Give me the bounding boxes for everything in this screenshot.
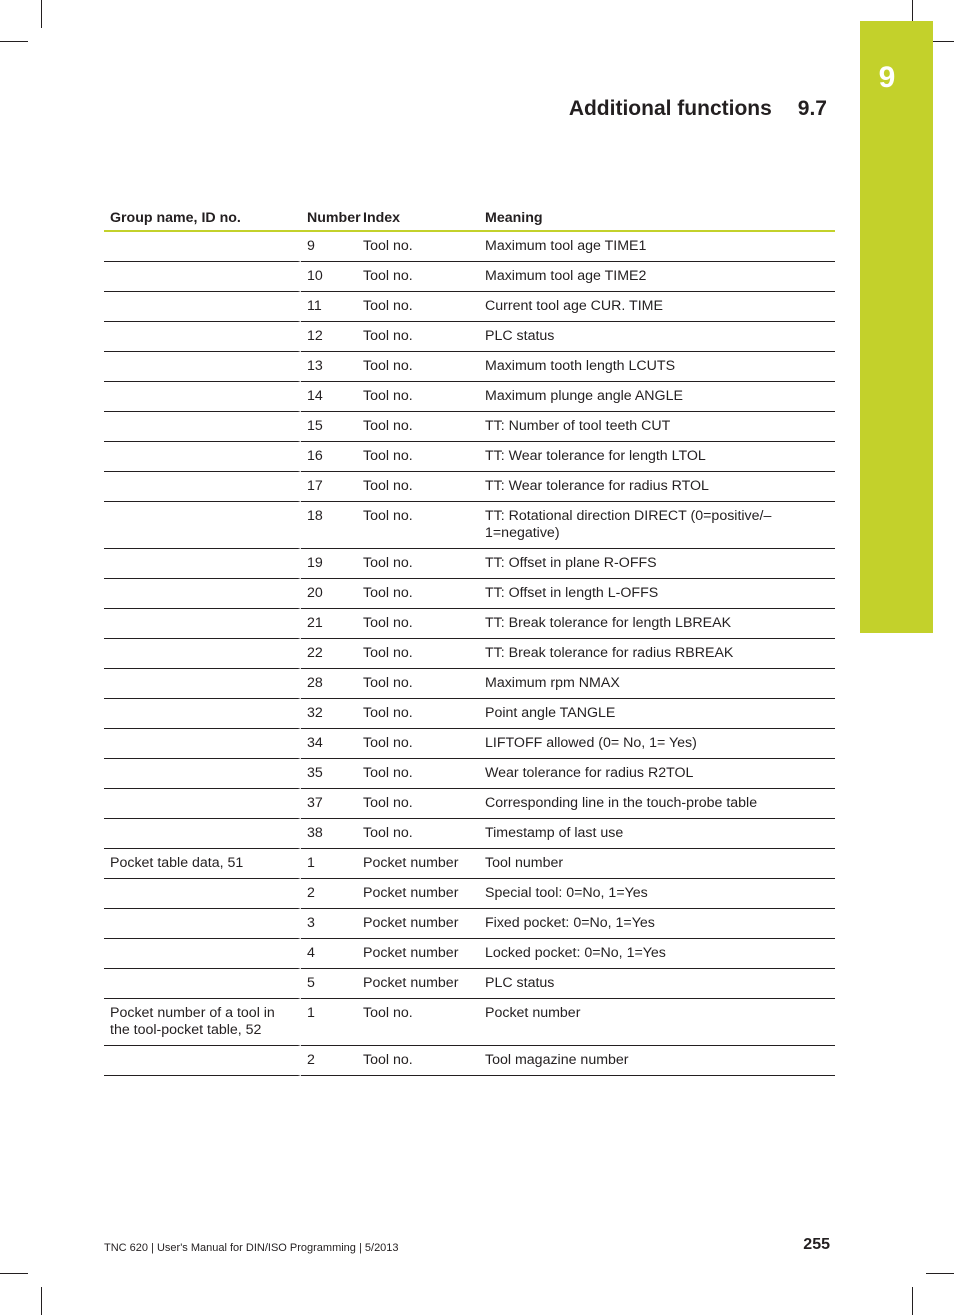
table-row (104, 849, 835, 879)
cell-index: Tool no. (357, 609, 479, 639)
table-row (104, 322, 835, 352)
table-row (104, 472, 835, 502)
cell-number: 37 (301, 789, 357, 819)
cell-number: 10 (301, 262, 357, 292)
table-row (104, 699, 835, 729)
chapter-tab (860, 21, 933, 633)
page-header (569, 97, 827, 121)
cell-meaning: Locked pocket: 0=No, 1=Yes (479, 939, 835, 969)
table-row (104, 969, 835, 999)
cell-group (104, 442, 301, 472)
cell-group: Pocket number of a tool in the tool-pocket table, 52 (104, 999, 301, 1046)
table-row (104, 579, 835, 609)
cell-group (104, 502, 301, 549)
cell-meaning: TT: Wear tolerance for radius RTOL (479, 472, 835, 502)
parameter-table (104, 208, 835, 1076)
cell-group (104, 729, 301, 759)
cell-number: 9 (301, 232, 357, 262)
cell-meaning: Maximum tool age TIME2 (479, 262, 835, 292)
cell-meaning: Tool number (479, 849, 835, 879)
cell-number: 2 (301, 1046, 357, 1076)
cell-meaning: Timestamp of last use (479, 819, 835, 849)
cell-number: 2 (301, 879, 357, 909)
cell-index: Tool no. (357, 382, 479, 412)
cell-index: Pocket number (357, 939, 479, 969)
cell-number: 1 (301, 999, 357, 1046)
table-row (104, 669, 835, 699)
cell-index: Tool no. (357, 759, 479, 789)
cell-group (104, 669, 301, 699)
cell-index: Tool no. (357, 699, 479, 729)
cell-index: Tool no. (357, 1046, 479, 1076)
crop-mark (926, 1273, 954, 1274)
table-row (104, 502, 835, 549)
column-header-index: Index (357, 208, 479, 232)
cell-number: 16 (301, 442, 357, 472)
column-header-meaning: Meaning (479, 208, 835, 232)
cell-index: Tool no. (357, 639, 479, 669)
column-header-group: Group name, ID no. (104, 208, 301, 232)
cell-index: Tool no. (357, 819, 479, 849)
table-row (104, 879, 835, 909)
cell-meaning: Maximum plunge angle ANGLE (479, 382, 835, 412)
cell-number: 32 (301, 699, 357, 729)
crop-mark (912, 1287, 913, 1315)
table-row (104, 549, 835, 579)
cell-group (104, 1046, 301, 1076)
table-row (104, 759, 835, 789)
cell-group (104, 412, 301, 442)
cell-meaning: TT: Break tolerance for length LBREAK (479, 609, 835, 639)
crop-mark (41, 0, 42, 28)
cell-group: Pocket table data, 51 (104, 849, 301, 879)
cell-meaning: LIFTOFF allowed (0= No, 1= Yes) (479, 729, 835, 759)
cell-group (104, 699, 301, 729)
cell-number: 21 (301, 609, 357, 639)
cell-index: Pocket number (357, 969, 479, 999)
footer-text: TNC 620 | User's Manual for DIN/ISO Programming | 5/2013 (104, 1242, 399, 1254)
cell-group (104, 789, 301, 819)
cell-index: Pocket number (357, 879, 479, 909)
table-row (104, 999, 835, 1046)
table-row (104, 1046, 835, 1076)
cell-group (104, 759, 301, 789)
cell-group (104, 232, 301, 262)
table-row (104, 442, 835, 472)
cell-index: Tool no. (357, 669, 479, 699)
table-row (104, 352, 835, 382)
cell-group (104, 639, 301, 669)
chapter-number: 9 (878, 61, 896, 94)
cell-index: Tool no. (357, 292, 479, 322)
cell-meaning: Wear tolerance for radius R2TOL (479, 759, 835, 789)
cell-meaning: Current tool age CUR. TIME (479, 292, 835, 322)
cell-meaning: Pocket number (479, 999, 835, 1046)
cell-number: 34 (301, 729, 357, 759)
table-row (104, 939, 835, 969)
header-title: Additional functions (568, 97, 772, 120)
cell-group (104, 322, 301, 352)
cell-meaning: TT: Break tolerance for radius RBREAK (479, 639, 835, 669)
cell-group (104, 579, 301, 609)
cell-index: Tool no. (357, 322, 479, 352)
cell-number: 35 (301, 759, 357, 789)
cell-number: 1 (301, 849, 357, 879)
cell-meaning: TT: Number of tool teeth CUT (479, 412, 835, 442)
cell-index: Tool no. (357, 472, 479, 502)
cell-number: 19 (301, 549, 357, 579)
cell-index: Tool no. (357, 579, 479, 609)
cell-index: Tool no. (357, 412, 479, 442)
crop-mark (0, 41, 28, 42)
table-row (104, 262, 835, 292)
cell-number: 28 (301, 669, 357, 699)
cell-index: Tool no. (357, 262, 479, 292)
cell-number: 5 (301, 969, 357, 999)
cell-group (104, 549, 301, 579)
table-row (104, 729, 835, 759)
page-number: 255 (803, 1236, 830, 1253)
cell-group (104, 819, 301, 849)
cell-group (104, 382, 301, 412)
cell-number: 14 (301, 382, 357, 412)
cell-number: 20 (301, 579, 357, 609)
cell-index: Tool no. (357, 352, 479, 382)
cell-index: Pocket number (357, 909, 479, 939)
table-row (104, 412, 835, 442)
table-row (104, 382, 835, 412)
cell-index: Tool no. (357, 549, 479, 579)
cell-group (104, 262, 301, 292)
cell-meaning: Fixed pocket: 0=No, 1=Yes (479, 909, 835, 939)
cell-index: Pocket number (357, 849, 479, 879)
table-row (104, 639, 835, 669)
cell-number: 15 (301, 412, 357, 442)
table-header-row (104, 208, 835, 232)
table-row (104, 232, 835, 262)
column-header-number: Number (301, 208, 357, 232)
cell-index: Tool no. (357, 232, 479, 262)
table-body (104, 232, 835, 1076)
table-row (104, 819, 835, 849)
cell-meaning: Maximum tooth length LCUTS (479, 352, 835, 382)
cell-group (104, 292, 301, 322)
cell-meaning: PLC status (479, 322, 835, 352)
table-row (104, 292, 835, 322)
header-section-number: 9.7 (797, 97, 827, 120)
cell-meaning: TT: Offset in plane R-OFFS (479, 549, 835, 579)
cell-number: 4 (301, 939, 357, 969)
cell-meaning: Maximum rpm NMAX (479, 669, 835, 699)
cell-index: Tool no. (357, 502, 479, 549)
cell-group (104, 909, 301, 939)
cell-index: Tool no. (357, 999, 479, 1046)
cell-group (104, 969, 301, 999)
cell-meaning: Special tool: 0=No, 1=Yes (479, 879, 835, 909)
cell-meaning: Tool magazine number (479, 1046, 835, 1076)
cell-index: Tool no. (357, 789, 479, 819)
cell-index: Tool no. (357, 442, 479, 472)
cell-meaning: TT: Offset in length L-OFFS (479, 579, 835, 609)
cell-group (104, 939, 301, 969)
crop-mark (41, 1287, 42, 1315)
cell-meaning: PLC status (479, 969, 835, 999)
cell-meaning: TT: Wear tolerance for length LTOL (479, 442, 835, 472)
cell-group (104, 472, 301, 502)
table-row (104, 789, 835, 819)
cell-meaning: Point angle TANGLE (479, 699, 835, 729)
cell-number: 38 (301, 819, 357, 849)
cell-meaning: TT: Rotational direction DIRECT (0=positive/–1=negative) (479, 502, 835, 549)
cell-meaning: Corresponding line in the touch-probe table (479, 789, 835, 819)
table-row (104, 609, 835, 639)
crop-mark (0, 1273, 28, 1274)
cell-number: 22 (301, 639, 357, 669)
cell-number: 11 (301, 292, 357, 322)
cell-meaning: Maximum tool age TIME1 (479, 232, 835, 262)
cell-number: 13 (301, 352, 357, 382)
cell-number: 12 (301, 322, 357, 352)
table-row (104, 909, 835, 939)
cell-group (104, 609, 301, 639)
cell-group (104, 879, 301, 909)
cell-number: 3 (301, 909, 357, 939)
cell-number: 17 (301, 472, 357, 502)
cell-number: 18 (301, 502, 357, 549)
cell-index: Tool no. (357, 729, 479, 759)
cell-group (104, 352, 301, 382)
